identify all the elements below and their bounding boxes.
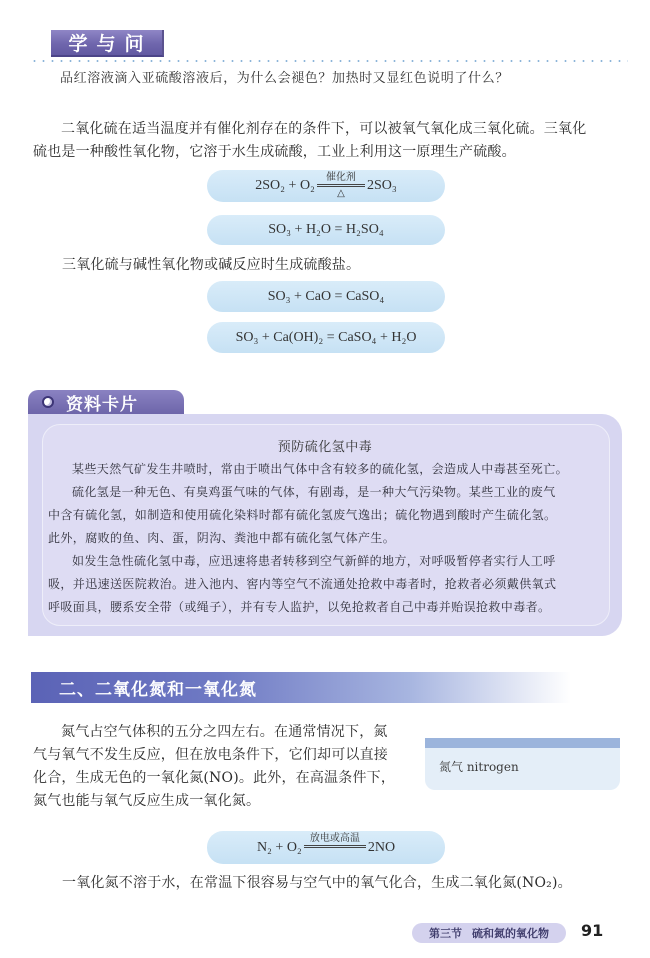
condition-label: 放电或高温 [309, 833, 360, 844]
so3-paragraph-line1: 二氧化硫在适当温度并有催化剂存在的条件下，可以被氧气氧化成三氧化硫。三氧化 [61, 121, 587, 137]
equation-right: 2SO₃ [366, 178, 397, 193]
info-card-line: 如发生急性硫化氢中毒，应迅速将患者转移到空气新鲜的地方，对呼吸暂停者实行人工呼 [72, 554, 556, 568]
nitrogen-paragraph-line: 气与氧气不发生反应，但在放电条件下，它们却可以直接 [33, 747, 388, 763]
info-card-line: 硫化氢是一种无色、有臭鸡蛋气味的气体，有剧毒，是一种大气污染物。某些工业的废气 [72, 485, 556, 499]
no2-paragraph: 一氧化氮不溶于水，在常温下很容易与空气中的氧气化合，生成二氧化氮(NO₂)。 [62, 875, 572, 891]
info-card-tab [28, 390, 184, 414]
xue-yu-wen-badge: 学与问 [51, 30, 164, 57]
nitrogen-paragraph [33, 721, 413, 813]
dotted-divider [30, 60, 628, 62]
reversible-arrow-icon [317, 183, 365, 188]
section-heading: 二、二氧化氮和一氧化氮 [31, 672, 571, 703]
so3-paragraph-line2: 硫也是一种酸性氧化物，它溶于水生成硫酸，工业上利用这一原理生产硫酸。 [33, 144, 516, 160]
equation-left: N₂ + O₂ [256, 839, 302, 855]
question-text: 品红溶液滴入亚硫酸溶液后，为什么会褪色？加热时又显红色说明了什么？ [60, 71, 509, 86]
info-card-line: 某些天然气矿发生井喷时，常由于喷出气体中含有较多的硫化氢，会造成人中毒甚至死亡。 [72, 462, 569, 476]
glossary-term: 氮气 nitrogen [439, 760, 519, 774]
glossary-term-box [425, 738, 620, 790]
circle-bullet-icon [42, 396, 54, 408]
equals-arrow [304, 833, 366, 860]
footer-chapter-title: 硫和氮的氧化物 [472, 927, 549, 940]
chapter-footer [412, 923, 566, 943]
page-number: 91 [581, 921, 604, 940]
info-card-tab-label: 资料卡片 [66, 394, 138, 415]
equation-right: 2NO [367, 839, 396, 855]
equation-left: 2SO₂ + O₂ [255, 178, 315, 193]
nitrogen-paragraph-line: 氮气占空气体积的五分之四左右。在通常情况下，氮 [61, 724, 388, 740]
footer-section: 第三节 [429, 927, 462, 940]
info-card-line: 吸，并迅速送医院救治。进入池内、窖内等空气不流通处抢救中毒者时，抢救者必须戴供氧式 [48, 577, 557, 591]
equation-so3-caoh2: SO₃ + Ca(OH)₂ = CaSO₄ + H₂O [207, 322, 445, 353]
reversible-arrow [317, 172, 365, 199]
info-card-line: 中含有硫化氢，如制造和使用硫化染料时都有硫化氢废气逸出；硫化物遇到酸时产生硫化氢。 [48, 508, 557, 522]
equation-so3-cao: SO₃ + CaO = CaSO₄ [207, 281, 445, 312]
equation-so2-oxidation [207, 170, 445, 202]
double-line-icon [304, 844, 366, 849]
equation-so3-water: SO₃ + H₂O = H₂SO₄ [207, 215, 445, 245]
info-card-body [48, 458, 618, 619]
nitrogen-paragraph-line: 氮气也能与氧气反应生成一氧化氮。 [33, 793, 261, 809]
info-card-title: 预防硫化氢中毒 [277, 440, 373, 455]
sulfate-paragraph: 三氧化硫与碱性氧化物或碱反应时生成硫酸盐。 [62, 257, 361, 273]
equation-n2-o2 [207, 831, 445, 864]
heat-symbol: △ [337, 187, 345, 199]
nitrogen-paragraph-line: 化合，生成无色的一氧化氮(NO)。此外，在高温条件下， [33, 770, 396, 786]
catalyst-label: 催化剂 [325, 171, 356, 183]
info-card-line: 此外，腐败的鱼、肉、蛋，阴沟、粪池中都有硫化氢气体产生。 [48, 531, 396, 545]
so3-paragraph [33, 118, 623, 164]
info-card-line: 呼吸面具，腰系安全带（或绳子），并有专人监护，以免抢救者自己中毒并贻误抢救中毒者。 [48, 600, 551, 614]
